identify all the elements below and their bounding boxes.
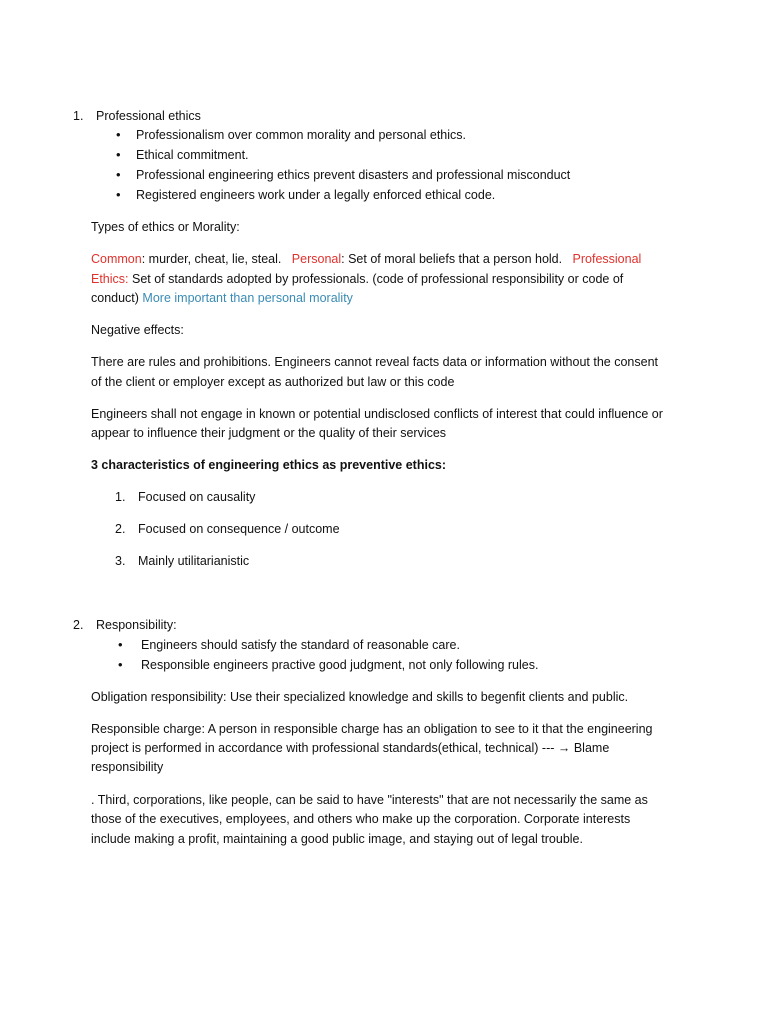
section-2-number: 2. — [73, 618, 84, 632]
bullet-item: Professionalism over common morality and personal ethics. — [136, 128, 466, 142]
section-1-number: 1. — [73, 109, 84, 123]
third-paragraph-line-3: include making a profit, maintaining a good public image, and staying out of legal trouble. — [91, 832, 583, 846]
common-label: Common — [91, 252, 142, 266]
negative-paragraph-2-line-1: Engineers shall not engage in known or potential undisclosed conflicts of interest that could influence or — [91, 407, 663, 421]
charge-paragraph-line-3: responsibility — [91, 760, 164, 774]
important-note: More important than personal morality — [142, 291, 353, 305]
morality-paragraph-line-2 — [91, 271, 623, 287]
professional-label: Professional — [572, 252, 642, 266]
professional-text: Set of standards adopted by professionals. (code of professional responsibility or code of — [128, 272, 624, 286]
third-paragraph-line-2: those of the executives, employees, and others who make up the corporation. Corporate interests — [91, 812, 631, 826]
bullet-icon: • — [118, 637, 123, 652]
charge-paragraph-line-2: project is performed in accordance with professional standards(ethical, technical) --- → Blame — [91, 741, 610, 755]
negative-paragraph-1-line-2: of the client or employer except as authorized but law or this code — [91, 375, 455, 389]
preventive-item-number: 2. — [115, 522, 126, 536]
negative-heading: Negative effects: — [91, 323, 184, 337]
personal-text: : Set of moral beliefs that a person hold. — [341, 252, 563, 266]
bullet-icon: • — [116, 127, 121, 142]
bullet-item: Professional engineering ethics prevent disasters and professional misconduct — [136, 168, 571, 182]
obligation-paragraph: Obligation responsibility: Use their specialized knowledge and skills to begenfit clients and public. — [91, 690, 629, 704]
section-2-title: Responsibility: — [96, 618, 177, 632]
charge-paragraph-line-1: Responsible charge: A person in responsible charge has an obligation to see to it that the engineering — [91, 722, 653, 736]
preventive-item-number: 1. — [115, 490, 126, 504]
types-heading: Types of ethics or Morality: — [91, 220, 240, 234]
conduct-text: conduct) — [91, 291, 143, 305]
preventive-heading: 3 characteristics of engineering ethics as preventive ethics: — [91, 458, 447, 472]
third-paragraph-line-1: . Third, corporations, like people, can be said to have "interests" that are not necessarily the same as — [91, 793, 648, 807]
bullet-icon: • — [116, 187, 121, 202]
preventive-item: Mainly utilitarianistic — [138, 554, 250, 568]
professional-ethics-label: Ethics: — [91, 272, 129, 286]
morality-paragraph-line-1 — [91, 251, 641, 267]
bullet-item: Ethical commitment. — [136, 148, 249, 162]
bullet-icon: • — [118, 657, 123, 672]
negative-paragraph-1-line-1: There are rules and prohibitions. Engineers cannot reveal facts data or information without the consent — [91, 355, 658, 369]
bullet-item: Registered engineers work under a legally enforced ethical code. — [136, 188, 496, 202]
bullet-icon: • — [116, 167, 121, 182]
personal-label: Personal — [291, 252, 342, 266]
preventive-item: Focused on consequence / outcome — [138, 522, 340, 536]
bullet-item: Engineers should satisfy the standard of reasonable care. — [141, 638, 460, 652]
preventive-item-number: 3. — [115, 554, 126, 568]
negative-paragraph-2-line-2: appear to influence their judgment or the quality of their services — [91, 426, 447, 440]
morality-paragraph-line-3 — [91, 290, 353, 306]
section-1-title: Professional ethics — [96, 109, 201, 123]
preventive-item: Focused on causality — [138, 490, 256, 504]
common-text: : murder, cheat, lie, steal. — [141, 252, 282, 266]
bullet-item: Responsible engineers practive good judgment, not only following rules. — [141, 658, 539, 672]
bullet-icon: • — [116, 147, 121, 162]
